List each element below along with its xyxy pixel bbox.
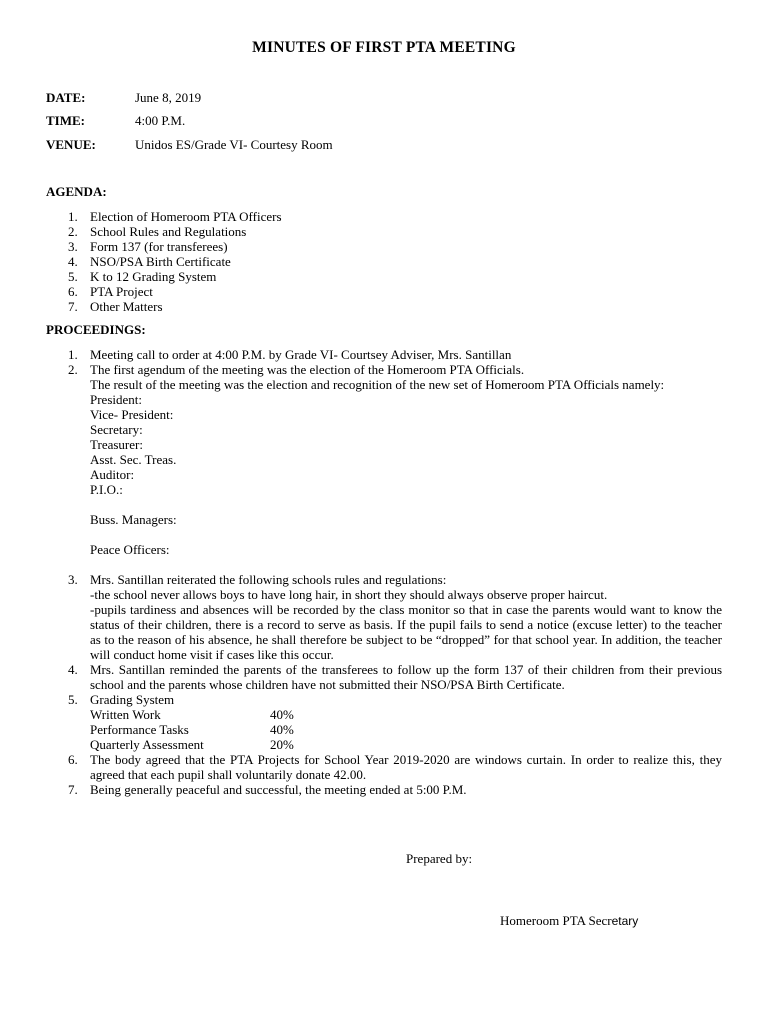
grading-weight: 40% (270, 707, 294, 722)
agenda-item (46, 209, 722, 224)
proceeding-number: 4. (68, 662, 78, 677)
grading-component: Performance Tasks (90, 722, 189, 737)
date-label: DATE: (46, 90, 86, 105)
grading-heading: Grading System (90, 692, 175, 707)
agenda-item-text: Form 137 (for transferees) (90, 239, 228, 254)
date-value: June 8, 2019 (135, 90, 202, 105)
proceeding-number: 2. (68, 362, 78, 377)
grading-row (90, 737, 722, 752)
proceeding-text: The result of the meeting was the election and recognition of the new set of Homeroom PTA Officials namely: (90, 377, 665, 392)
agenda-item-text: Election of Homeroom PTA Officers (90, 209, 282, 224)
agenda-item-number: 5. (68, 269, 78, 284)
agenda-heading: AGENDA: (46, 184, 107, 199)
agenda-item-number: 6. (68, 284, 78, 299)
agenda-item-text: PTA Project (90, 284, 153, 299)
grading-weight: 40% (270, 722, 294, 737)
officer-label: Secretary: (90, 422, 143, 437)
proceeding-paragraph: Mrs. Santillan reminded the parents of the transferees to follow up the form 137 of their children from their previous school and the parents whose children have not submitted their NSO/PSA Birth Certificate. (90, 662, 722, 692)
signatory-title (500, 913, 638, 929)
agenda-list (46, 209, 722, 314)
prepared-by-label: Prepared by: (406, 851, 473, 866)
agenda-item-number: 2. (68, 224, 78, 239)
proceeding-text: -the school never allows boys to have long hair, in short they should always observe proper haircut. (90, 587, 608, 602)
officer-label: Vice- President: (90, 407, 174, 422)
agenda-item (46, 254, 722, 269)
grading-component: Quarterly Assessment (90, 737, 204, 752)
grading-component: Written Work (90, 707, 161, 722)
agenda-item (46, 269, 722, 284)
proceeding-item (46, 347, 722, 362)
proceeding-item (46, 692, 722, 752)
proceeding-number: 6. (68, 752, 78, 767)
agenda-item-number: 4. (68, 254, 78, 269)
proceedings-list (46, 347, 722, 797)
time-label: TIME: (46, 113, 85, 128)
signatory-title-suffix: etary (611, 914, 639, 928)
agenda-item-text: Other Matters (90, 299, 163, 314)
officer-label: Auditor: (90, 467, 135, 482)
officer-label: Peace Officers: (90, 542, 170, 557)
proceeding-paragraph: -pupils tardiness and absences will be recorded by the class monitor so that in case the parents would want to know the status of their children, there is a record to serve as basis. If the pupil fails to send a notice (excuse letter) to the teacher as to the reason of his absence, he shall therefore be subject to be “dropped” for that school year. In addition, the teacher will conduct home visit if cases like this occur. (90, 602, 722, 662)
venue-label: VENUE: (46, 137, 96, 152)
agenda-item-text: School Rules and Regulations (90, 224, 247, 239)
officer-label: President: (90, 392, 142, 407)
proceeding-item (46, 752, 722, 782)
proceeding-text: Being generally peaceful and successful, the meeting ended at 5:00 P.M. (90, 782, 467, 797)
proceeding-number: 5. (68, 692, 78, 707)
proceeding-item (46, 572, 722, 662)
officer-label: Treasurer: (90, 437, 143, 452)
agenda-item-number: 3. (68, 239, 78, 254)
proceeding-number: 3. (68, 572, 78, 587)
agenda-item-number: 7. (68, 299, 78, 314)
proceeding-number: 7. (68, 782, 78, 797)
agenda-item (46, 284, 722, 299)
officer-label: Buss. Managers: (90, 512, 177, 527)
proceeding-paragraph: The body agreed that the PTA Projects for School Year 2019-2020 are windows curtain. In order to realize this, they agreed that each pupil shall voluntarily donate 42.00. (90, 752, 722, 782)
agenda-item-text: NSO/PSA Birth Certificate (90, 254, 231, 269)
officer-label: P.I.O.: (90, 482, 123, 497)
grading-row (90, 722, 722, 737)
agenda-item (46, 224, 722, 239)
proceedings-heading: PROCEEDINGS: (46, 322, 146, 337)
grading-weight: 20% (270, 737, 294, 752)
agenda-item-text: K to 12 Grading System (90, 269, 217, 284)
proceeding-item (46, 782, 722, 797)
proceeding-text: Meeting call to order at 4:00 P.M. by Grade VI- Courtsey Adviser, Mrs. Santillan (90, 347, 512, 362)
venue-value: Unidos ES/Grade VI- Courtesy Room (135, 137, 333, 152)
grading-row (90, 707, 722, 722)
page-title: MINUTES OF FIRST PTA MEETING (252, 39, 516, 56)
officer-label: Asst. Sec. Treas. (90, 452, 177, 467)
agenda-item (46, 239, 722, 254)
agenda-item-number: 1. (68, 209, 78, 224)
time-value: 4:00 P.M. (135, 113, 186, 128)
proceeding-number: 1. (68, 347, 78, 362)
agenda-item (46, 299, 722, 314)
proceeding-item (46, 362, 722, 572)
proceeding-text: The first agendum of the meeting was the election of the Homeroom PTA Officials. (90, 362, 525, 377)
signatory-title-main: Homeroom PTA Secr (500, 913, 612, 928)
proceeding-text: Mrs. Santillan reiterated the following schools rules and regulations: (90, 572, 447, 587)
proceeding-item (46, 662, 722, 692)
